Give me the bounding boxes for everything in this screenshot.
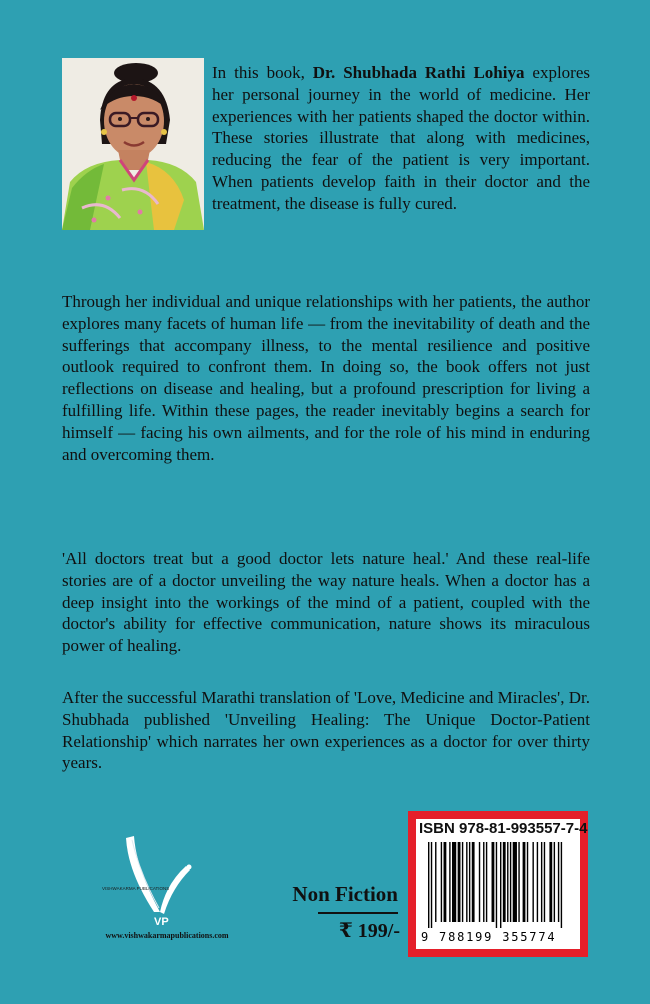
barcode-card	[416, 819, 588, 949]
publisher-logo-icon	[96, 828, 216, 928]
barcode-number: 9 788199 355774	[421, 930, 557, 944]
barcode-bar	[510, 842, 511, 922]
logo-letters: VP	[154, 916, 169, 928]
barcode-frame	[408, 811, 588, 957]
description-paragraph-4: After the successful Marathi translation of 'Love, Medicine and Miracles', Dr. Shubhada published 'Unveiling Healing: The Unique Doctor-Patient Relationship' which narrates her own experiences as a doctor for over thirty years.	[62, 688, 590, 773]
barcode-image	[428, 842, 572, 928]
publisher-logo	[96, 828, 216, 928]
isbn-label: ISBN 978-81-993557-7-4	[419, 820, 588, 837]
barcode-bar	[503, 842, 506, 922]
barcode-bar	[441, 842, 442, 922]
barcode-bar	[469, 842, 470, 922]
barcode-bar	[500, 842, 501, 928]
barcode-bar	[479, 842, 480, 922]
author-photo	[62, 58, 204, 230]
intro-paragraph	[212, 62, 590, 215]
barcode-bar	[532, 842, 533, 922]
barcode-bar	[428, 842, 429, 928]
barcode-bar	[537, 842, 538, 922]
author-name: Dr. Shubhada Rathi Lohiya	[312, 63, 525, 82]
barcode-bar	[513, 842, 517, 922]
barcode-bar	[435, 842, 436, 922]
description-paragraph-3: 'All doctors treat but a good doctor lets nature heal.' And these real-life stories are of a doctor unveiling the way nature heals. When a doctor has a deep insight into the workings of the mind of a patient, coupled with the doctor's ability for effective communication, nature shows its miraculous power of healing.	[62, 549, 590, 656]
publisher-website[interactable]: www.vishwakarmapublications.com	[105, 931, 229, 940]
barcode-bar	[449, 842, 450, 922]
barcode-bar	[558, 842, 559, 922]
barcode-bar	[483, 842, 484, 922]
barcode-bar	[518, 842, 519, 922]
barcode-bar	[523, 842, 526, 922]
genre-divider	[318, 912, 398, 914]
barcode-bar	[507, 842, 508, 922]
barcode-bar	[544, 842, 545, 922]
barcode-bar	[496, 842, 497, 928]
barcode-bar	[462, 842, 463, 922]
description-paragraph-2: Through her individual and unique relationships with her patients, the author explores many facets of human life — from the inevitability of death and the sufferings that accompany illness, to the mental resilience and positive outlook required to confront them. In doing so, the book offers not just reflections on disease and healing, but a profound prescription for living a fulfilling life. Within these pages, the reader inevitably begins a search for himself — facing his own ailments, and for the role of his mind in enduring and overcoming them.	[62, 292, 590, 464]
barcode-bar	[554, 842, 555, 922]
barcode-bar	[486, 842, 487, 922]
barcode-bar	[452, 842, 456, 922]
barcode-bar	[458, 842, 461, 922]
genre-label: Non Fiction	[292, 882, 398, 906]
intro-lead: In this book,	[212, 63, 305, 82]
barcode-bar	[561, 842, 562, 928]
barcode-bar	[472, 842, 475, 922]
author-portrait-image	[62, 58, 204, 230]
barcode-bar	[431, 842, 432, 928]
barcode-bar	[492, 842, 495, 922]
barcode-bar	[527, 842, 528, 922]
barcode-bar	[466, 842, 467, 922]
price-label: ₹ 199/-	[338, 920, 400, 942]
logo-small-text: VISHWAKARMA PUBLICATIONS	[102, 886, 170, 891]
intro-rest: explores her personal journey in the world of medicine. Her experiences with her patients shaped the doctor within. These stories illustrate that along with medicines, reducing the fear of the patient is very important. When patients develop faith in their doctor and the treatment, the disease is fully cured.	[212, 63, 590, 213]
barcode-bar	[549, 842, 552, 922]
barcode-bar	[541, 842, 542, 922]
barcode-bar	[444, 842, 447, 922]
